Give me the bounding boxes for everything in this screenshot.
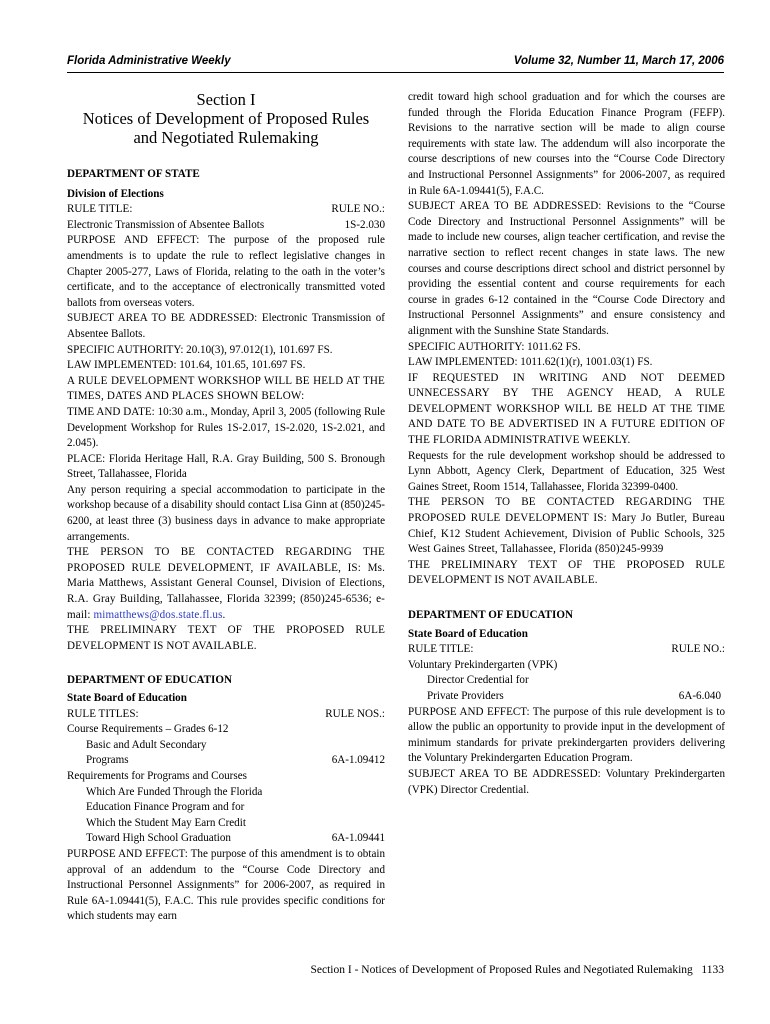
rule-line2: Director Credential for [427,674,529,687]
section-title-line1: Notices of Development of Proposed Rules [82,109,370,128]
page-footer [311,964,725,976]
requests-paragraph: Requests for the rule development workshop should be addressed to Lynn Abbott, Agency Clerk, Department of Education, 325 West Gaines Street, Room 1514, Tallahassee, Florida 32399-0400. [408,449,725,493]
preliminary-paragraph: THE PRELIMINARY TEXT OF THE PROPOSED RULE DEVELOPMENT IS NOT AVAILABLE. [408,558,725,587]
accommodation-paragraph: Any person requiring a special accommodation to participate in the workshop because of a disability should contact Lisa Ginn at (850)245-6200, at least three (3) business days in advance to make appropriate arrangements. [67,483,385,543]
rule-title-row [67,202,385,218]
rule-name: Electronic Transmission of Absentee Ballots [67,218,265,231]
rule-nos-label: RULE NOS.: [325,707,385,720]
section-title-line2: and Negotiated Rulemaking [133,128,319,147]
workshop-paragraph: IF REQUESTED IN WRITING AND NOT DEEMED UNNECESSARY BY THE AGENCY HEAD, A RULE DEVELOPMENT WORKSHOP WILL BE HELD AT THE TIME AND DATE TO BE ADVERTISED IN A FUTURE EDITION OF THE FLORIDA ADMINISTRATIVE WEEKLY. [408,371,725,447]
department-heading: DEPARTMENT OF STATE [67,168,200,180]
authority-paragraph: SPECIFIC AUTHORITY: 1011.62 FS. [408,340,581,353]
rule-title-row [408,642,725,658]
rule2-line2: Which Are Funded Through the Florida [86,785,263,798]
rule2-line3: Education Finance Program and for [86,801,245,814]
rule-number: 6A-6.040 [678,689,721,702]
purpose-paragraph: PURPOSE AND EFFECT: The purpose of this amendment is to obtain approval of an addendum to the “Course Code Directory and Instructional Personnel Assignments” for 2006-2007, as required in Rule 6A-1.09441(5), F.A.C. This rule provides specific conditions for which students may earn [67,847,385,923]
rule1-number: 6A-1.09412 [331,754,385,767]
board-heading: State Board of Education [67,692,187,704]
board-heading: State Board of Education [408,627,528,640]
section-heading [67,90,385,147]
workshop-paragraph: A RULE DEVELOPMENT WORKSHOP WILL BE HELD AT THE TIMES, DATES AND PLACES SHOWN BELOW: [67,374,385,403]
continued-paragraph: credit toward high school graduation and for which the courses are funded through the Florida Education Finance Program (FEFP). Revisions to the narrative section will be made to align course requirements with state law. The addendum will also incorporate the course descriptions of new courses into the “Course Code Directory and Instructional Personnel Assignments” for 2006-2007, as required in Rule 6A-1.09441(5), F.A.C. [408,91,725,197]
subject-paragraph: SUBJECT AREA TO BE ADDRESSED: Voluntary Prekindergarten (VPK) Director Credential. [408,767,725,796]
contact-paragraph: THE PERSON TO BE CONTACTED REGARDING THE PROPOSED RULE DEVELOPMENT IS: Mary Jo Butler, Bureau Chief, K12 Student Achievement, Division of Public Schools, 325 West Gaines Street, Tallahassee, Florida (850)245-9939 [408,496,725,556]
rule1-row [67,753,385,769]
rule1-line3: Programs [86,754,129,767]
contact-paragraph [67,545,385,623]
rule-row [67,218,385,234]
law-paragraph: LAW IMPLEMENTED: 1011.62(1)(r), 1001.03(1) FS. [408,356,653,369]
contact-period: . [222,608,226,621]
rule-title-label: RULE TITLE: [67,203,133,216]
department-heading: DEPARTMENT OF EDUCATION [408,609,573,621]
running-header [67,54,724,73]
rule2-line1: Requirements for Programs and Courses [67,769,247,782]
rule-number: 1S-2.030 [344,218,385,231]
department-heading: DEPARTMENT OF EDUCATION [67,674,232,687]
rule-line3: Private Providers [427,689,504,702]
subject-paragraph: SUBJECT AREA TO BE ADDRESSED: Electronic Transmission of Absentee Ballots. [67,312,385,340]
rule2-row [67,831,385,847]
page-number: 1133 [701,964,724,976]
rule2-line4: Which the Student May Earn Credit [86,816,246,829]
purpose-paragraph: PURPOSE AND EFFECT: The purpose of the proposed rule amendments is to update the rule to reflect legislative changes in Chapter 2005-277, Laws of Florida, relating to the oath in the voter’s certificate, and to the acceptance of electronically transmitted voted ballots from overseas voters. [67,234,385,309]
contact-email-link[interactable]: mimatthews@dos.state.fl.us [93,608,223,621]
rule-row [408,689,725,705]
preliminary-paragraph: THE PRELIMINARY TEXT OF THE PROPOSED RULE DEVELOPMENT IS NOT AVAILABLE. [67,624,385,652]
authority-paragraph: SPECIFIC AUTHORITY: 20.10(3), 97.012(1), 101.697 FS. [67,343,333,356]
rule-line1: Voluntary Prekindergarten (VPK) [408,658,558,671]
rule1-line1: Course Requirements – Grades 6-12 [67,723,229,736]
purpose-paragraph: PURPOSE AND EFFECT: The purpose of this rule development is to allow the public an opportunity to provide input in the development of minimum standards for private prekindergarten providers delivering the Voluntary Prekindergarten Education Program. [408,705,725,765]
left-column [67,90,385,925]
rule1-line2: Basic and Adult Secondary [86,738,207,751]
time-paragraph: TIME AND DATE: 10:30 a.m., Monday, April 3, 2005 (following Rule Development Workshop for Rules 1S-2.017, 1S-2.020, 1S-2.021, and 2.045). [67,405,385,450]
place-paragraph: PLACE: Florida Heritage Hall, R.A. Gray Building, 500 S. Bronough Street, Tallahassee, Florida [67,452,385,481]
division-heading: Division of Elections [67,187,164,200]
footer-text: Section I - Notices of Development of Proposed Rules and Negotiated Rulemaking [310,964,693,976]
section-number: Section I [196,90,256,109]
subject-paragraph: SUBJECT AREA TO BE ADDRESSED: Revisions to the “Course Code Directory and Instructional Personnel Assignments” will be made to include new courses, align teacher certification, and revise the narrative section to reflect recent changes in state laws. The new courses and course descriptions direct school and district personnel by providing the essential content and course requirements for each course in grades 6-12 contained in the “Course Code Directory and Instructional Personnel Assignments” and ensure consistency and alignment with the Sunshine State Standards. [408,200,725,337]
rule2-number: 6A-1.09441 [331,832,385,845]
law-paragraph: LAW IMPLEMENTED: 101.64, 101.65, 101.697 FS. [67,359,306,372]
rule-no-label: RULE NO.: [671,643,725,656]
rule-titles-label: RULE TITLES: [67,707,139,720]
rule2-line5: Toward High School Graduation [86,832,231,845]
right-column [408,90,725,798]
issue-info: Volume 32, Number 11, March 17, 2006 [513,55,724,67]
rule-titles-row [67,707,385,723]
publication-title: Florida Administrative Weekly [67,55,231,67]
rule-title-label: RULE TITLE: [408,643,474,656]
rule-no-label: RULE NO.: [331,203,385,216]
contact-text: THE PERSON TO BE CONTACTED REGARDING THE PROPOSED RULE DEVELOPMENT, IF AVAILABLE, IS: Ms. Maria Matthews, Assistant General Counsel, Division of Elections, R.A. Gray Building, Tallahassee, Florida 32399; (850)245-6536; e-mail: [67,546,385,621]
